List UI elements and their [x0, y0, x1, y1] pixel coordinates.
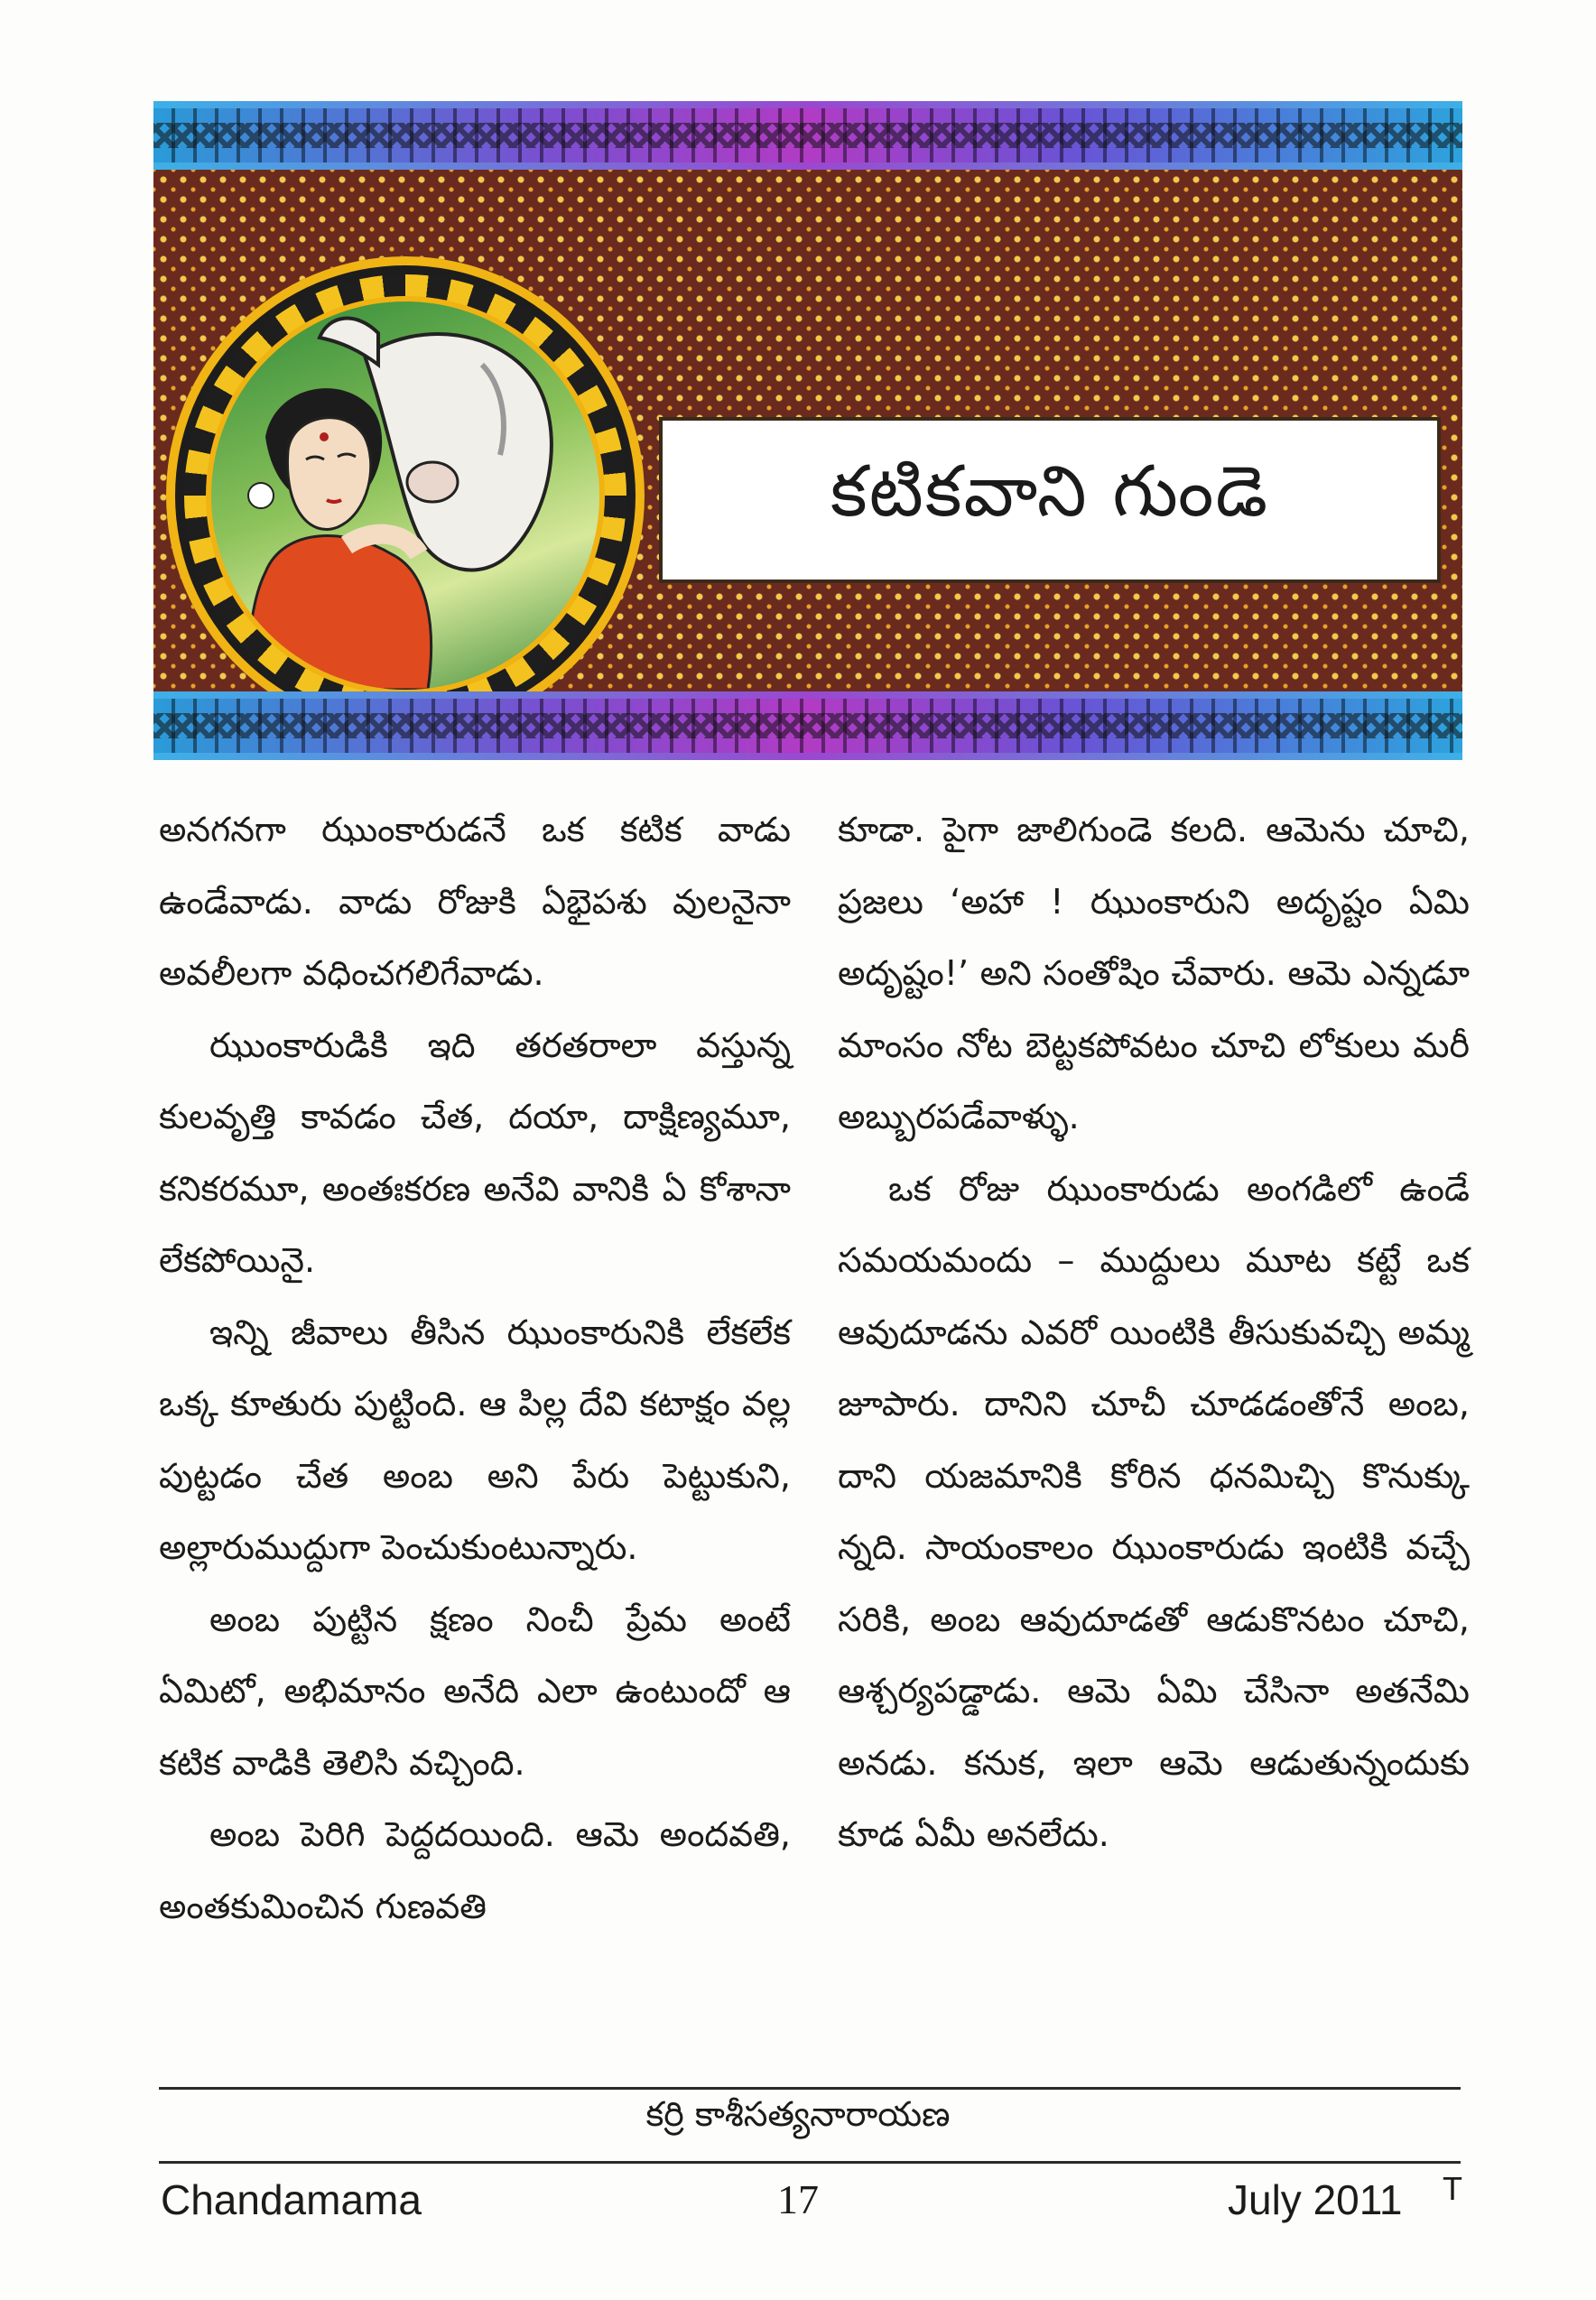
- banner-bottom-border: [153, 691, 1462, 760]
- magazine-name: Chandamama: [161, 2176, 422, 2223]
- story-banner: [153, 101, 1462, 760]
- footer-mark: T: [1443, 2170, 1462, 2207]
- divider: [159, 2161, 1461, 2164]
- paragraph: అంబ పుట్టిన క్షణం నించీ ప్రేమ అంటే ఏమిటో, అభిమానం అనేది ఎలా ఉంటుందో ఆ కటిక వాడికి తెలిసి వచ్చింది.: [159, 1599, 791, 1783]
- left-column: [159, 794, 791, 1943]
- page-number: 17: [777, 2176, 819, 2222]
- girl-with-calf-icon: [211, 301, 599, 690]
- paragraph: అనగనగా ఝుంకారుడనే ఒక కటిక వాడు ఉండేవాడు. వాడు రోజుకి ఏభైపశు వులనైనా అవలీలగా వధించగలిగేవాడు.: [159, 810, 791, 993]
- issue-date: July 2011: [1228, 2176, 1403, 2223]
- title-box: [659, 417, 1441, 583]
- paragraph: కూడా. పైగా జాలిగుండె కలది. ఆమెను చూచి, ప్రజలు ‘అహా ! ఝుంకారుని అదృష్టం ఏమి అదృష్టం!’ అని సంతోషిం చేవారు. ఆమె ఎన్నడూ మాంసం నోట బెట్టకపోవటం చూచి లోకులు మరీ అబ్బురపడేవాళ్ళు.: [838, 810, 1470, 1136]
- banner-top-border: [153, 101, 1462, 170]
- paragraph: ఇన్ని జీవాలు తీసిన ఝుంకారునికి లేకలేక ఒక్క కూతురు పుట్టింది. ఆ పిల్ల దేవి కటాక్షం వల్ల పుట్టడం చేత అంబ అని పేరు పెట్టుకుని, అల్లారుముద్దుగా పెంచుకుంటున్నారు.: [159, 1312, 791, 1567]
- paragraph: అంబ పెరిగి పెద్దదయింది. ఆమె అందవతి, అంతకుమించిన గుణవతి: [159, 1814, 791, 1926]
- divider: [159, 2087, 1461, 2090]
- author-name: కర్రి కాశీసత్యనారాయణ: [645, 2094, 951, 2134]
- medallion-illustration: [166, 256, 645, 735]
- story-title: కటికవాని గుండె: [830, 450, 1270, 533]
- girl-and-calf-illustration: [206, 296, 605, 695]
- paragraph: ఒక రోజు ఝుంకారుడు అంగడిలో ఉండే సమయమందు – ముద్దులు మూట కట్టే ఒక ఆవుదూడను ఎవరో యింటికి తీసుకువచ్చి అమ్మ జూపారు. దానిని చూచీ చూడడంతోనే అంబ, దాని యజమానికి కోరిన ధనమిచ్చి కొనుక్కు న్నది. సాయంకాలం ఝుంకారుడు ఇంటికి వచ్చే సరికి, అంబ ఆవుదూడతో ఆడుకొనటం చూచి, ఆశ్చర్యపడ్డాడు. ఆమె ఏమి చేసినా అతనేమి అనడు. కనుక, ఇలా ఆమె ఆడుతున్నందుకు కూడ ఏమీ అనలేదు.: [838, 1168, 1470, 1854]
- paragraph: ఝుంకారుడికి ఇది తరతరాలా వస్తున్న కులవృత్తి కావడం చేత, దయా, దాక్షిణ్యమూ, కనికరమూ, అంతఃకరణ అనేవి వానికి ఏ కోశానా లేకపోయినై.: [159, 1025, 791, 1280]
- banner-dotted-panel: [153, 170, 1462, 691]
- right-column: [838, 794, 1470, 1871]
